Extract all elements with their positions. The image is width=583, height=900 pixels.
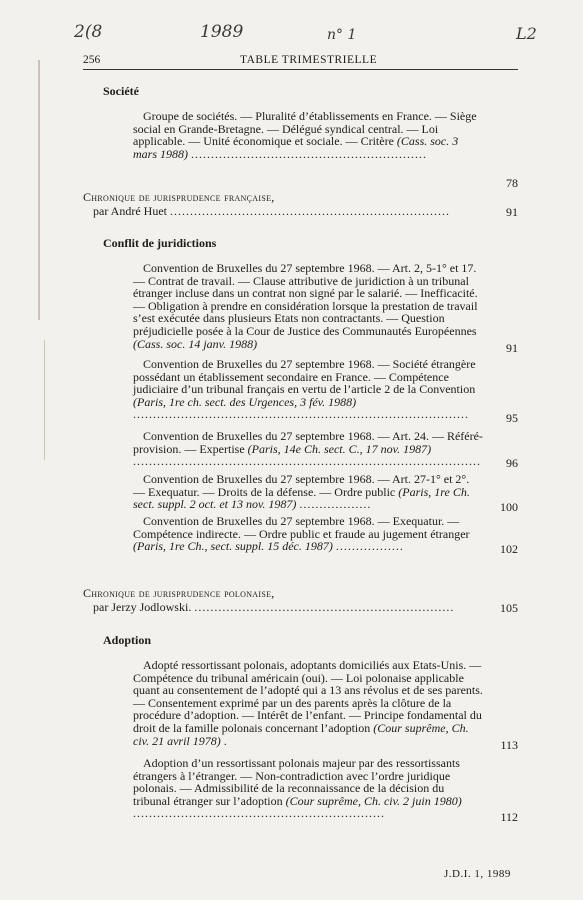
entry-page: 91: [506, 341, 518, 355]
section-heading: Société: [103, 84, 139, 98]
entry-text: Convention de Bruxelles du 27 septembre 1968. — Art. 2, 5-1° et 17. — Contrat de travail. — Clause attributive de juridiction à un tribunal étranger incluse dans un contrat non signé par le salarié. — Inefficacité. — Obligation à prendre en considération lorsque la prestation de travail s’est exécutée dans plusieurs Etats non contractants. — Question préjudicielle posée à la Cour de Justice des Communautés Européennes: [133, 261, 478, 338]
toc-entry: [133, 110, 483, 160]
entry-page: 96: [506, 456, 518, 470]
toc-entry: [133, 430, 483, 468]
entry-page: 113: [500, 738, 518, 752]
entry-text: Convention de Bruxelles du 27 septembre 1968. — Société étrangère possédant un établissement secondaire en France. — Compétence judiciaire d’un tribunal français en vertu de l’article 2 de la Convention: [133, 357, 476, 397]
entry-page: 100: [500, 500, 518, 514]
handwritten-number: n° 1: [327, 27, 357, 43]
running-header: [83, 51, 518, 70]
section-heading: Adoption: [103, 633, 152, 647]
section-heading: Conflit de juridictions: [103, 236, 217, 250]
footer-reference: J.D.I. 1, 1989: [444, 868, 511, 880]
entry-citation: (Paris, 1re ch. sect. des Urgences, 3 fév. 1988): [133, 394, 357, 409]
entry-text: Adopté ressortissant polonais, adoptants domiciliés aux Etats-Unis. — Compétence du tribunal américain (oui). — Loi polonaise applicable quant au consentement de l’adopté qui a 13 ans révolus et de ses parents. — Consentement exprimé par un des parents après la clôture de la procédure d’adoption. — Intérêt de l’enfant. — Principe fondamental du droit de la famille polonais concernant l’adoption: [133, 658, 483, 735]
entry-text: Convention de Bruxelles du 27 septembre 1968. — Art. 27-1° et 2°. — Exequatur. — Droits de la défense. — Ordre public: [133, 472, 470, 499]
entry-page: 112: [500, 810, 518, 824]
toc-entry: [133, 659, 483, 747]
chronicle-author: par André Huet: [93, 203, 167, 218]
entry-page: 91: [506, 205, 518, 219]
dot-leader: .......................................................................................: [133, 454, 481, 469]
entry-text: Adoption d’un ressortissant polonais majeur par des ressortissants étrangers à l’étranger. — Non-contradiction avec l’ordre juridique polonais. — Admissibilité de la reconnaissance de la décision du tribunal étranger sur l’adoption: [133, 756, 460, 808]
entry-citation: (Cass. soc. 14 janv. 1988): [133, 336, 258, 351]
page-number: 256: [83, 54, 101, 66]
chronicle-heading: [83, 191, 518, 218]
handwritten-code: L2: [516, 24, 537, 43]
toc-entry: [133, 473, 483, 511]
entry-page: 78: [506, 176, 518, 190]
toc-entry: [133, 757, 483, 820]
chronicle-author: par Jerzy Jodlowski.: [93, 599, 192, 614]
entry-citation: (Cour suprême, Ch. civ. 21 avril 1978): [133, 720, 469, 748]
entry-page: 95: [506, 411, 518, 425]
chronicle-title: Chronique de jurisprudence française,: [83, 190, 275, 204]
dot-leader: .................................................................: [194, 599, 455, 614]
margin-stain: [44, 340, 45, 460]
handwritten-note: 2(8: [74, 22, 103, 42]
dot-leader: ......................................................................: [169, 203, 450, 218]
dot-leader: ...........................................................: [191, 146, 428, 161]
entry-text: Convention de Bruxelles du 27 septembre 1968. — Art. 24. — Référé-provision. — Expertise: [133, 429, 483, 456]
entry-citation: (Paris, 1re Ch. sect. suppl. 2 oct. et 13 nov. 1987): [133, 484, 470, 512]
running-title: TABLE TRIMESTRIELLE: [240, 54, 378, 66]
dot-leader: .................: [335, 539, 404, 554]
dot-leader: ...............................................................: [133, 806, 385, 821]
entry-text: Convention de Bruxelles du 27 septembre 1968. — Exequatur. — Compétence indirecte. — Ordre public et fraude au jugement étranger: [133, 514, 470, 541]
entry-citation: (Cass. soc. 3 mars 1988): [133, 134, 459, 161]
entry-citation: (Paris, 14e Ch. sect. C., 17 nov. 1987): [247, 441, 432, 456]
toc-entry: [133, 358, 483, 421]
chronicle-heading: [83, 587, 518, 614]
entry-page: 102: [500, 542, 518, 556]
entry-citation: (Paris, 1re Ch., sect. suppl. 15 déc. 1987): [133, 539, 333, 554]
toc-entry: [133, 262, 483, 350]
dot-leader: ....................................................................................: [133, 407, 469, 422]
toc-entry: [133, 515, 483, 553]
entry-page: 105: [500, 601, 518, 615]
dot-leader: .: [223, 733, 228, 748]
handwritten-year: 1989: [200, 22, 244, 42]
dot-leader: ..................: [299, 497, 372, 512]
entry-text: Groupe de sociétés. — Pluralité d’établissements en France. — Siège social en Grande-Bretagne. — Délégué syndical central. — Loi applicable. — Unité économique et sociale. — Critère: [133, 109, 477, 149]
chronicle-title: Chronique de jurisprudence polonaise,: [83, 586, 275, 600]
entry-citation: (Cour suprême, Ch. civ. 2 juin 1980): [285, 793, 462, 808]
margin-stain: [38, 60, 40, 320]
